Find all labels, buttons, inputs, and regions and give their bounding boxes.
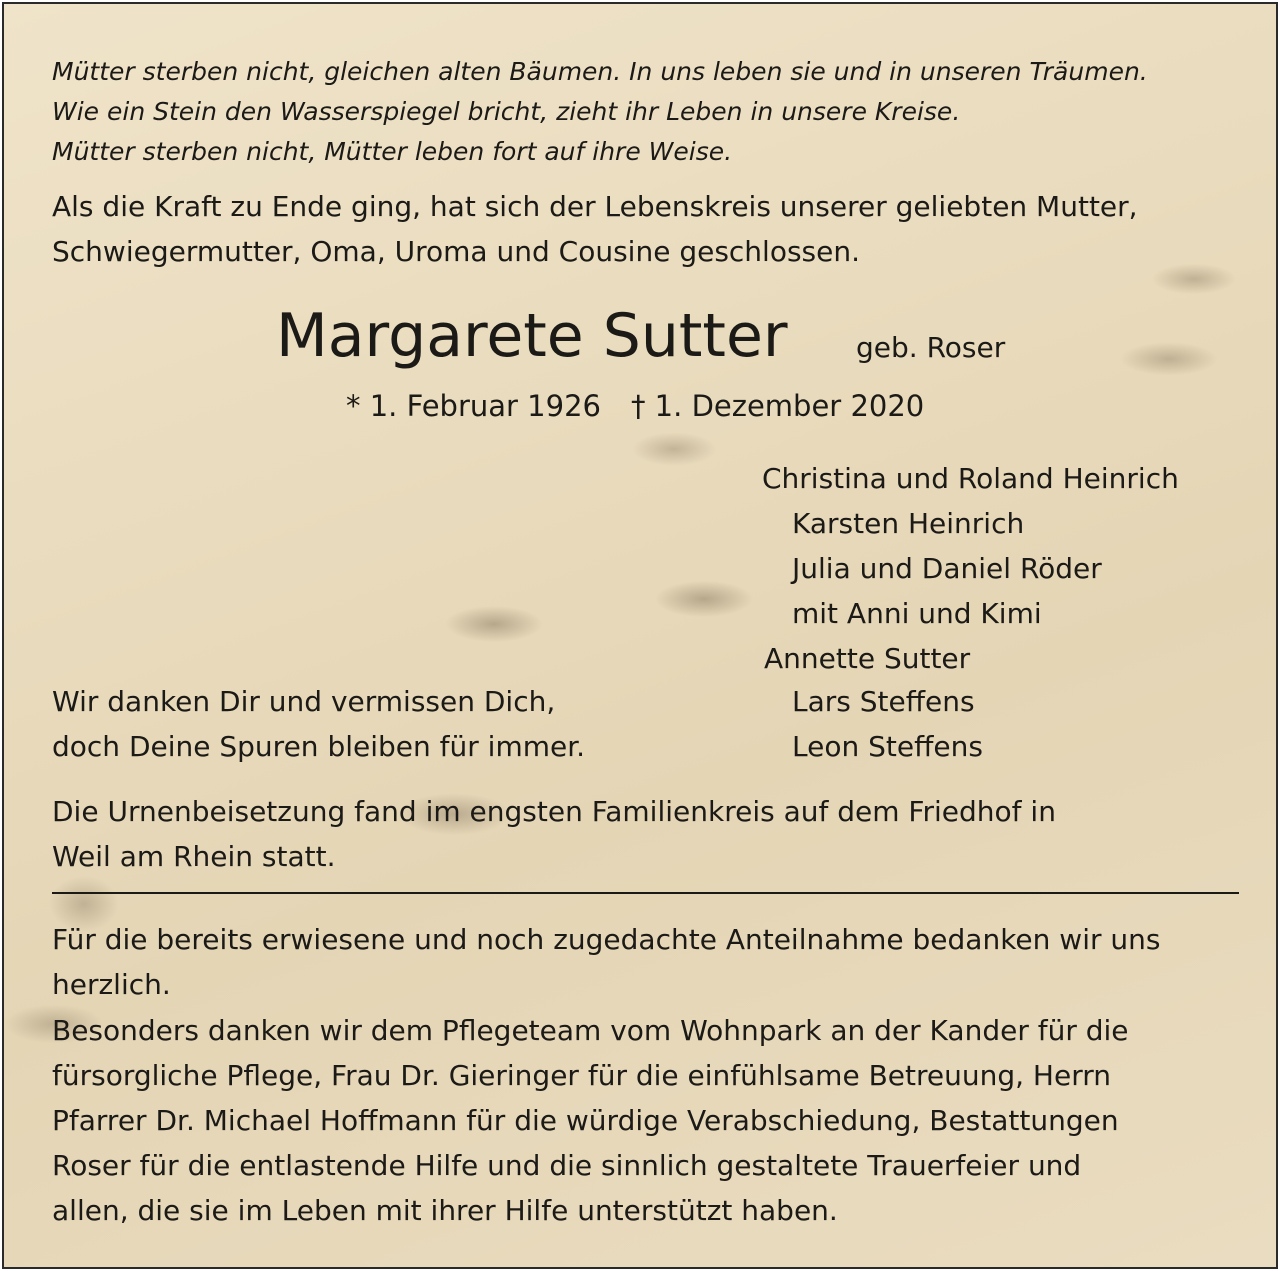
deceased-name: Margarete Sutter [276, 301, 788, 371]
birth-date: * 1. Februar 1926 [346, 389, 601, 423]
divider [52, 892, 1239, 894]
life-dates [346, 384, 924, 428]
intro-line: Schwiegermutter, Oma, Uroma und Cousine geschlossen. [52, 235, 861, 268]
farewell-line: Wir danken Dir und vermissen Dich, [52, 685, 556, 718]
thanks-line: Roser für die entlastende Hilfe und die sinnlich gestaltete Trauerfeier und [52, 1149, 1082, 1182]
thanks-line: fürsorgliche Pflege, Frau Dr. Gieringer für die einfühlsame Betreuung, Herrn [52, 1059, 1111, 1092]
thanks-line: Besonders danken wir dem Pflegeteam vom Wohnpark an der Kander für die [52, 1014, 1129, 1047]
farewell-line: doch Deine Spuren bleiben für immer. [52, 730, 586, 763]
intro-line: Als die Kraft zu Ende ging, hat sich der Lebenskreis unserer geliebten Mutter, [52, 190, 1138, 223]
mourner-name: Lars Steffens [792, 685, 975, 718]
mourner-name: Julia und Daniel Röder [792, 552, 1102, 585]
thanks-line: allen, die sie im Leben mit ihrer Hilfe unterstützt haben. [52, 1194, 838, 1227]
verse-line: Mütter sterben nicht, gleichen alten Bäumen. In uns leben sie und in unseren Träumen. [52, 57, 1148, 86]
death-date: † 1. Dezember 2020 [630, 389, 925, 423]
thanks-line: herzlich. [52, 968, 171, 1001]
mourner-name: mit Anni und Kimi [792, 597, 1042, 630]
mourner-name: Christina und Roland Heinrich [762, 462, 1179, 495]
thanks-line: Für die bereits erwiesene und noch zugedachte Anteilnahme bedanken wir uns [52, 923, 1161, 956]
verse-line: Mütter sterben nicht, Mütter leben fort auf ihre Weise. [52, 137, 733, 166]
obituary-notice [2, 2, 1278, 1269]
mourner-name: Karsten Heinrich [792, 507, 1025, 540]
mourner-name: Annette Sutter [764, 642, 971, 675]
maiden-name: geb. Roser [856, 331, 1006, 364]
mourner-name: Leon Steffens [792, 730, 983, 763]
thanks-line: Pfarrer Dr. Michael Hoffmann für die würdige Verabschiedung, Bestattungen [52, 1104, 1119, 1137]
burial-line: Die Urnenbeisetzung fand im engsten Familienkreis auf dem Friedhof in [52, 795, 1056, 828]
verse-line: Wie ein Stein den Wasserspiegel bricht, zieht ihr Leben in unsere Kreise. [52, 97, 961, 126]
burial-line: Weil am Rhein statt. [52, 840, 336, 873]
